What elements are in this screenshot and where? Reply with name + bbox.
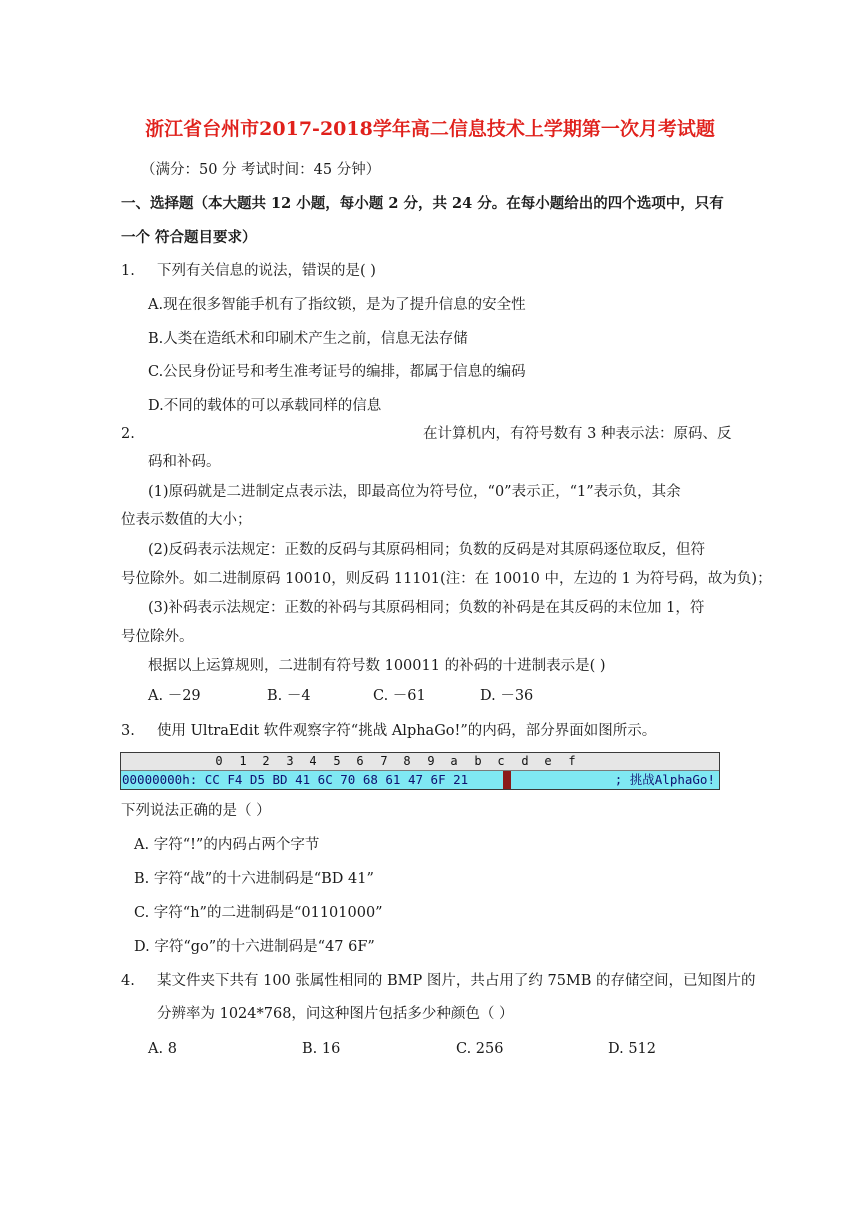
hex-col-label: 1 <box>239 754 247 768</box>
section-heading: 一、选择题（本大题共 12 小题，每小题 2 分，共 24 分。在每小题给出的四个选项中，只有 <box>121 195 724 212</box>
hex-col-label: a <box>450 754 458 768</box>
hex-col-label: 4 <box>309 754 317 768</box>
hex-col-label: 2 <box>262 754 270 768</box>
q4-option-b: B. 16 <box>302 1041 341 1057</box>
q3-stem: 使用 UltraEdit 软件观察字符“挑战 AlphaGo!”的内码，部分界面如图所示。 <box>157 723 657 739</box>
q2-option-b: B. －4 <box>267 688 311 704</box>
hex-text-cn: 挑战 <box>629 772 655 787</box>
hex-cursor <box>503 771 511 789</box>
hex-col-label: 6 <box>356 754 364 768</box>
q3-question: 下列说法正确的是（ ） <box>121 803 271 819</box>
q3-option-c: C. 字符“h”的二进制码是“01101000” <box>134 905 383 921</box>
exam-info: （满分：50 分 考试时间：45 分钟） <box>141 162 381 178</box>
q4-stem-cont: 分辨率为 1024*768，问这种图片包括多少种颜色（ ） <box>157 1006 514 1022</box>
q2-question: 根据以上运算规则，二进制有符号数 100011 的补码的十进制表示是( ) <box>148 658 606 674</box>
q3-option-a: A. 字符“!”的内码占两个字节 <box>134 837 320 853</box>
hex-col-label: e <box>544 754 552 768</box>
hex-col-label: 7 <box>380 754 388 768</box>
hex-text-preview <box>615 772 715 788</box>
q4-number: 4. <box>121 973 135 989</box>
q2-rule-1: (1)原码就是二进制定点表示法，即最高位为符号位，“0”表示正，“1”表示负，其余 <box>148 484 681 500</box>
hex-col-label: 3 <box>286 754 294 768</box>
q2-option-a: A. －29 <box>148 688 201 704</box>
q1-stem: 下列有关信息的说法，错误的是( ) <box>157 263 376 279</box>
hex-text-prefix: ; <box>614 772 630 787</box>
hex-text-en: AlphaGo! <box>654 772 715 787</box>
q2-rule-2-cont: 号位除外。如二进制原码 10010，则反码 11101(注：在 10010 中，左边的 1 为符号码，故为负)； <box>121 571 772 587</box>
q1-number: 1. <box>121 263 135 279</box>
page-title: 浙江省台州市2017-2018学年高二信息技术上学期第一次月考试题 <box>145 118 715 140</box>
q4-option-c: C. 256 <box>456 1041 504 1057</box>
hex-col-label: d <box>521 754 529 768</box>
hex-column-header <box>121 753 719 771</box>
hex-col-label: 0 <box>215 754 223 768</box>
q1-option-d: D.不同的载体的可以承载同样的信息 <box>148 398 382 414</box>
q2-option-d: D. －36 <box>480 688 534 704</box>
hex-bytes: 00000000h: CC F4 D5 BD 41 6C 70 68 61 47 6F 21 <box>122 772 469 787</box>
q2-rule-2: (2)反码表示法规定：正数的反码与其原码相同；负数的反码是对其原码逐位取反，但符 <box>148 542 706 558</box>
q1-option-a: A.现在很多智能手机有了指纹锁，是为了提升信息的安全性 <box>148 297 526 313</box>
q2-stem: 在计算机内，有符号数有 3 种表示法：原码、反 <box>423 426 732 442</box>
ultraedit-hex-view <box>120 752 720 790</box>
q4-option-a: A. 8 <box>148 1041 177 1057</box>
hex-col-label: 8 <box>403 754 411 768</box>
q1-option-b: B.人类在造纸术和印刷术产生之前，信息无法存储 <box>148 331 468 347</box>
hex-col-label: 5 <box>333 754 341 768</box>
q4-option-d: D. 512 <box>608 1041 657 1057</box>
q2-option-c: C. －61 <box>373 688 426 704</box>
q4-stem: 某文件夹下共有 100 张属性相同的 BMP 图片，共占用了约 75MB 的存储空间，已知图片的 <box>157 973 756 989</box>
q2-stem-cont: 码和补码。 <box>148 454 221 470</box>
q2-number: 2. <box>121 426 135 442</box>
hex-data-row <box>121 771 719 789</box>
q3-option-d: D. 字符“go”的十六进制码是“47 6F” <box>134 939 375 955</box>
section-heading-cont: 一个 符合题目要求） <box>121 229 257 246</box>
q3-number: 3. <box>121 723 135 739</box>
q2-rule-1-cont: 位表示数值的大小； <box>121 512 252 528</box>
hex-col-label: f <box>568 754 576 768</box>
q3-option-b: B. 字符“战”的十六进制码是“BD 41” <box>134 871 374 887</box>
hex-col-label: b <box>474 754 482 768</box>
hex-col-label: 9 <box>427 754 435 768</box>
q2-rule-3-cont: 号位除外。 <box>121 629 194 645</box>
q2-rule-3: (3)补码表示法规定：正数的补码与其原码相同；负数的补码是在其反码的末位加 1，符 <box>148 600 705 616</box>
q1-option-c: C.公民身份证号和考生准考证号的编排，都属于信息的编码 <box>148 364 526 380</box>
hex-col-label: c <box>497 754 505 768</box>
